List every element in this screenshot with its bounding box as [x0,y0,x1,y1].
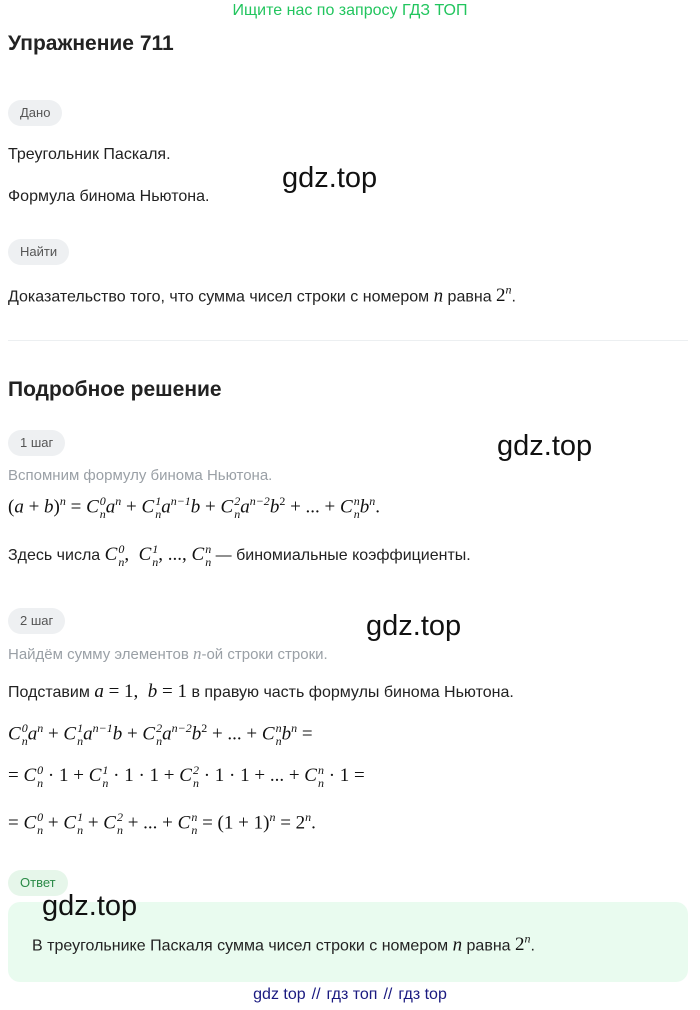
find-badge [8,239,69,265]
step2-sub-before: Подставим [8,684,95,701]
given-line-2: Формула бинома Ньютона. [8,188,210,205]
find-label: Найти [8,239,69,265]
coefficients: C 0 n , C 1 n , ..., C n n [104,542,212,569]
step1-hint: Вспомним формулу бинома Ньютона. [8,467,273,484]
step2-substitute [8,681,514,703]
math-n: n [433,285,444,307]
given-label: Дано [8,100,62,126]
step1-badge [8,430,65,456]
watermark: gdz.top [366,610,462,642]
answer-text-end: . [530,937,535,955]
exercise-title: Упражнение 711 [8,32,174,55]
divider [8,340,688,341]
find-text-before: Доказательство того, что сумма чисел строки с номером [8,288,434,306]
find-text [8,283,516,307]
footer-link-2[interactable]: гдз топ [326,986,378,1003]
equation-line-2: = C 0 n · 1 + C 1 n · 1 · 1 + C 2 n · 1 · 1 + ... + C n n · 1 = [8,763,365,790]
answer-text-before: В треугольнике Паскаля сумма чисел строки с номером [32,937,453,955]
math-a1-b1: a = 1, b = 1 [94,681,187,702]
step2-badge [8,608,65,634]
answer-text [32,932,535,956]
step1-note-before: Здесь числа [8,546,105,564]
watermark: gdz.top [282,162,378,194]
footer-separator: // [311,986,321,1003]
equation-line-3: = C 0 n + C 1 n + C 2 n + ... + C n n = $(1 + 1)^n = 2^n$. [8,810,316,838]
footer-links [0,986,700,1004]
footer-separator: // [383,986,393,1003]
step2-hint-after: -ой строки строки. [201,646,328,663]
answer-label: Ответ [8,870,68,896]
step2-hint-before: Найдём сумму элементов [8,646,193,663]
step1-note-after: — биномиальные коэффициенты. [211,546,471,564]
math-n: n [192,644,202,663]
given-badge [8,100,62,126]
math-2-pow-n: 2$^n$ [496,283,512,307]
footer-link-1[interactable]: gdz top [253,986,306,1003]
step2-sub-after: в правую часть формулы бинома Ньютона. [187,684,514,701]
step2-hint [8,644,328,664]
top-banner[interactable]: Ищите нас по запросу ГДЗ ТОП [232,2,468,19]
watermark: gdz.top [497,430,593,462]
answer-text-mid: равна [462,937,515,955]
footer-link-3[interactable]: гдз top [398,986,447,1003]
find-text-end: . [511,288,516,306]
math-n: n [452,934,463,956]
step1-label: 1 шаг [8,430,65,456]
math-2-pow-n: 2$^n$ [515,932,531,956]
step2-label: 2 шаг [8,608,65,634]
solution-title: Подробное решение [8,378,222,401]
step1-note [8,543,471,568]
watermark: gdz.top [42,890,138,922]
find-text-mid: равна [443,288,497,306]
binomial-formula: $(a + b)^n = C$ 0 n $a^n + C$ 1 n $a^{n-1}b + C$ 2 n $a^{n-2}b^2$ + ... + C n n $b^n$. [8,494,380,522]
equation-line-1: C 0 n $a^n + C$ 1 n $a^{n-1}b + C$ 2 n $a^{n-2}b^2$ + ... + C n n $b^n$ = [8,721,313,749]
given-line-1: Треугольник Паскаля. [8,146,171,163]
